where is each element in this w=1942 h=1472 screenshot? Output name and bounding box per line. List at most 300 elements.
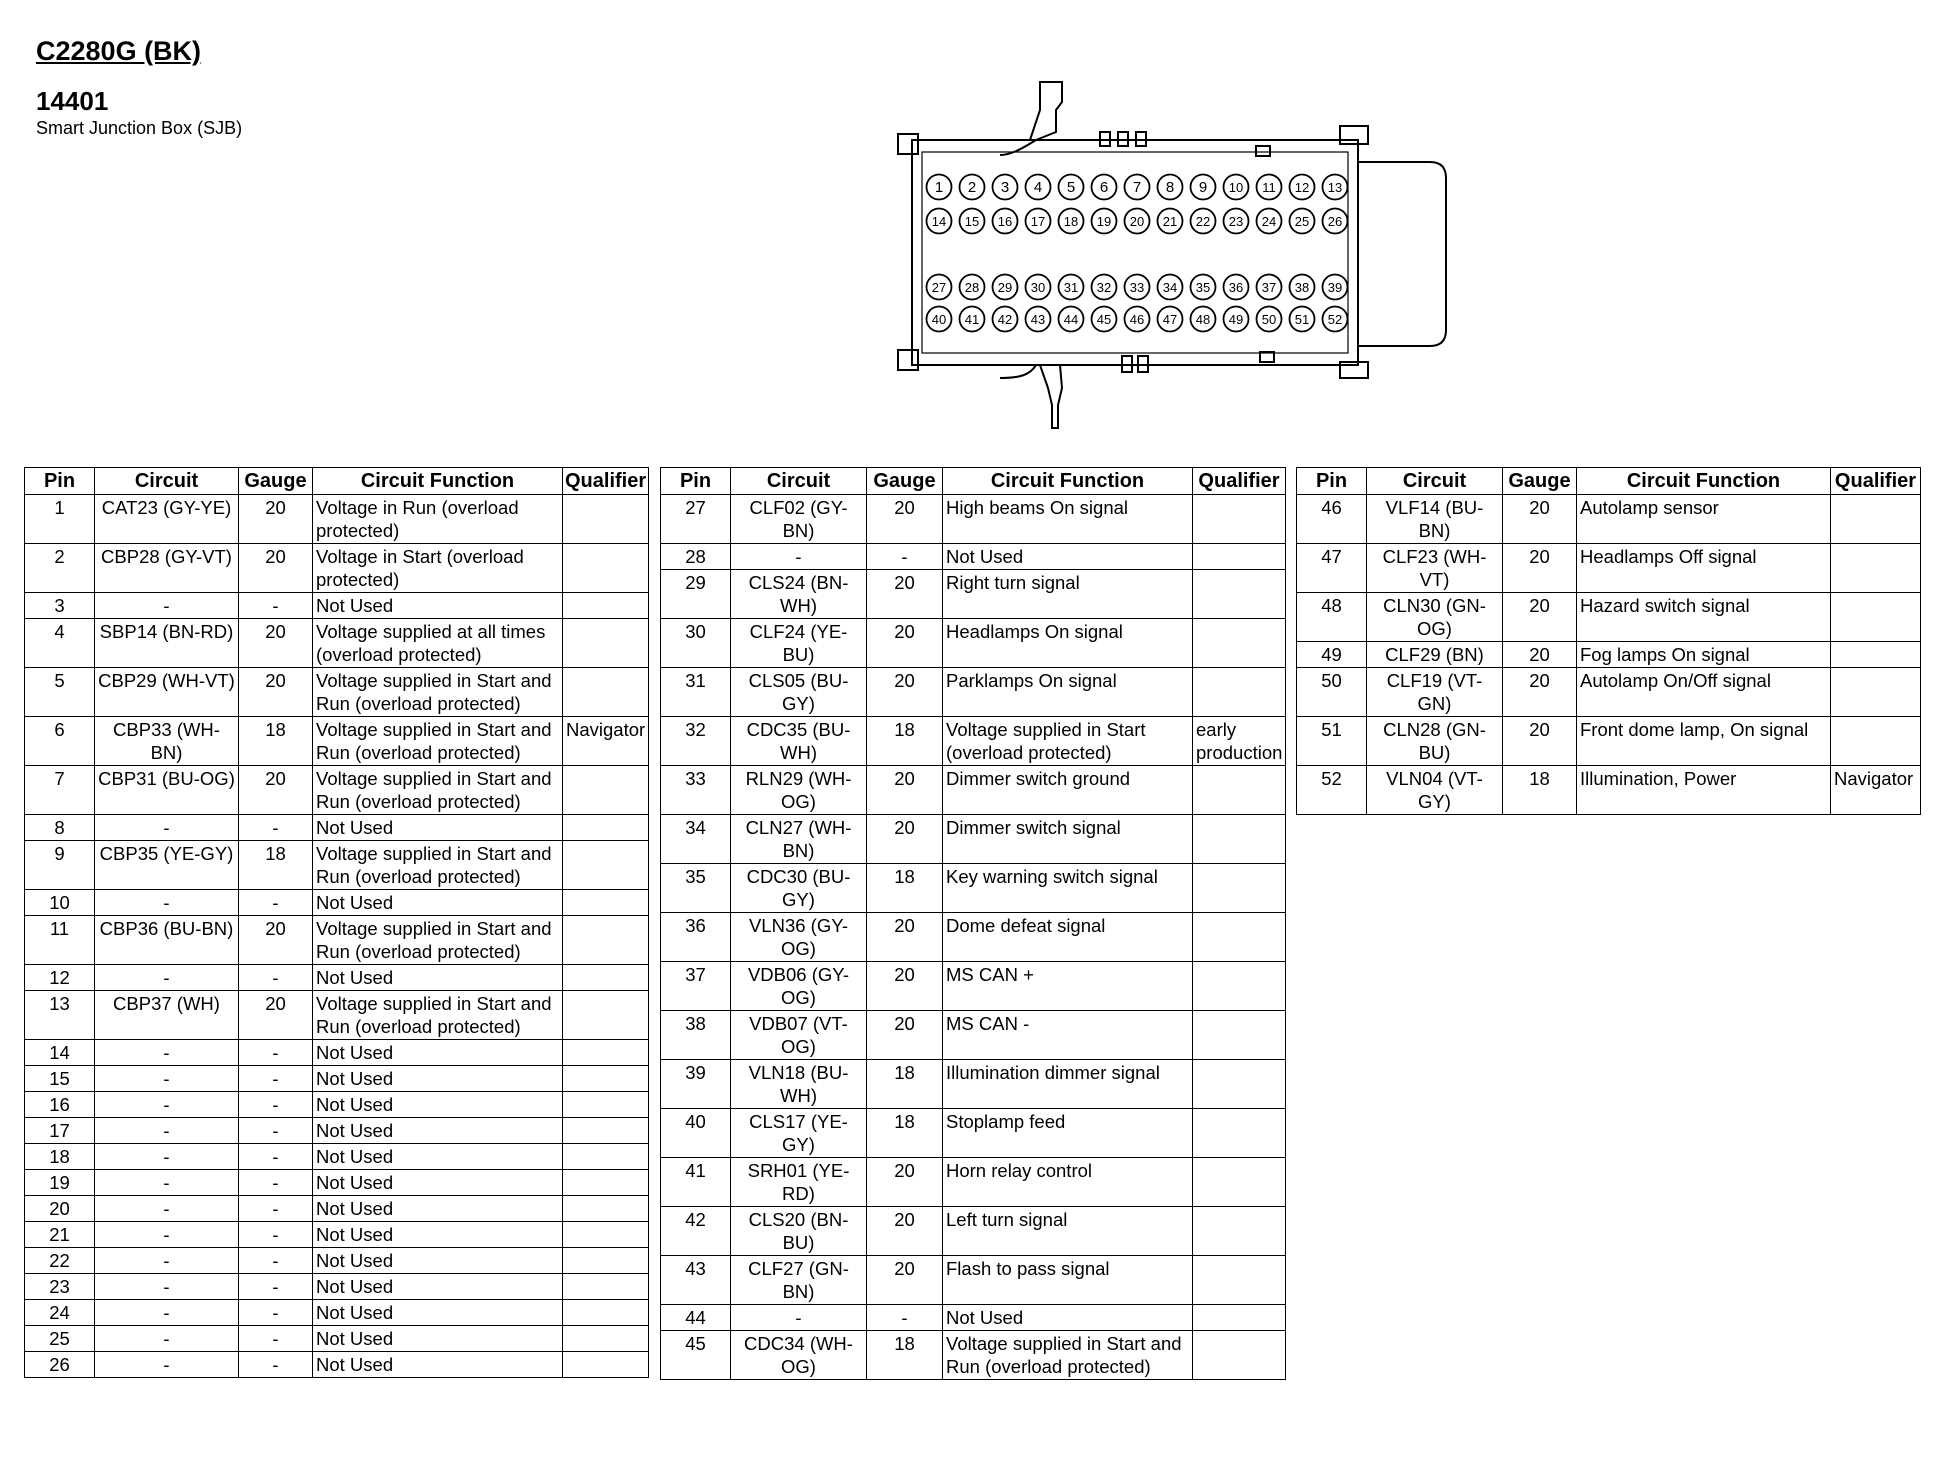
qualifier-cell — [563, 1092, 649, 1118]
qualifier-cell — [563, 1196, 649, 1222]
pin-number-cell: 23 — [25, 1274, 95, 1300]
circuit-function-cell: Key warning switch signal — [943, 864, 1193, 913]
circuit-code-cell: - — [95, 1092, 239, 1118]
pin-cavity — [1092, 275, 1117, 300]
wire-gauge-cell: 20 — [867, 1207, 943, 1256]
pin-cavity — [1191, 275, 1216, 300]
pin-label: 36 — [1228, 280, 1244, 295]
col-header-circuit: Circuit — [95, 468, 239, 495]
wire-gauge-cell: 20 — [239, 495, 313, 544]
circuit-code-cell: CBP35 (YE-GY) — [95, 841, 239, 890]
pin-number-cell: 47 — [1297, 544, 1367, 593]
pin-cavity — [1191, 175, 1216, 200]
pin-label: 11 — [1262, 180, 1276, 195]
pin-cavity — [993, 209, 1018, 234]
pin-cavity — [1323, 209, 1348, 234]
pin-cavity — [960, 307, 985, 332]
part-number: 14401 — [36, 86, 109, 116]
pin-cavity — [1257, 175, 1282, 200]
pin-number-cell: 41 — [661, 1158, 731, 1207]
circuit-function-cell: Voltage supplied in Start and Run (overload protected) — [943, 1331, 1193, 1380]
qualifier-cell — [563, 1326, 649, 1352]
pin-cavity — [1323, 275, 1348, 300]
table-row — [25, 717, 649, 766]
qualifier-cell — [1193, 544, 1286, 570]
pin-cavity — [1059, 209, 1084, 234]
pin-cavity — [1125, 275, 1150, 300]
qualifier-cell — [563, 1170, 649, 1196]
circuit-code-cell: CLS20 (BN-BU) — [731, 1207, 867, 1256]
circuit-code-cell: - — [95, 1352, 239, 1378]
pin-cavity — [1158, 175, 1183, 200]
col-header-gauge: Gauge — [239, 468, 313, 495]
wire-gauge-cell: - — [867, 1305, 943, 1331]
circuit-function-cell: Dimmer switch ground — [943, 766, 1193, 815]
left-notch-top — [898, 134, 918, 154]
table-row — [661, 864, 1286, 913]
pin-number-cell: 11 — [25, 916, 95, 965]
pin-cavity — [1026, 307, 1051, 332]
pin-table-3 — [1296, 467, 1921, 815]
pin-number-cell: 20 — [25, 1196, 95, 1222]
pin-label: 38 — [1294, 280, 1310, 295]
pin-number-cell: 50 — [1297, 668, 1367, 717]
wire-gauge-cell: - — [239, 1248, 313, 1274]
top-latch-curve — [1000, 140, 1036, 155]
circuit-function-cell: Voltage supplied at all times (overload protected) — [313, 619, 563, 668]
circuit-code-cell: - — [95, 1222, 239, 1248]
circuit-code-cell: - — [731, 544, 867, 570]
qualifier-cell — [1193, 1207, 1286, 1256]
table-row — [661, 1011, 1286, 1060]
circuit-function-cell: Voltage in Run (overload protected) — [313, 495, 563, 544]
pin-label: 15 — [964, 214, 980, 229]
circuit-code-cell: - — [95, 1040, 239, 1066]
pin-label: 6 — [1099, 179, 1109, 196]
pin-cavity — [1224, 175, 1249, 200]
qualifier-cell — [563, 495, 649, 544]
wire-gauge-cell: 20 — [867, 766, 943, 815]
circuit-function-cell: Autolamp sensor — [1577, 495, 1831, 544]
qualifier-cell — [563, 1222, 649, 1248]
pin-cavity — [1059, 175, 1084, 200]
circuit-code-cell: VDB06 (GY-OG) — [731, 962, 867, 1011]
wire-gauge-cell: 20 — [1503, 593, 1577, 642]
circuit-function-cell: Not Used — [313, 1352, 563, 1378]
circuit-code-cell: CBP28 (GY-VT) — [95, 544, 239, 593]
pin-label: 44 — [1063, 312, 1079, 327]
wire-gauge-cell: 20 — [239, 766, 313, 815]
wire-gauge-cell: 20 — [239, 544, 313, 593]
wire-gauge-cell: - — [239, 1274, 313, 1300]
circuit-code-cell: - — [95, 815, 239, 841]
table-row — [661, 495, 1286, 544]
circuit-code-cell: VLF14 (BU-BN) — [1367, 495, 1503, 544]
circuit-function-cell: Headlamps On signal — [943, 619, 1193, 668]
table-row — [1297, 642, 1921, 668]
pin-number-cell: 45 — [661, 1331, 731, 1380]
wire-gauge-cell: 20 — [239, 916, 313, 965]
qualifier-cell — [1193, 570, 1286, 619]
table-row — [661, 570, 1286, 619]
pin-number-cell: 18 — [25, 1144, 95, 1170]
circuit-function-cell: Dome defeat signal — [943, 913, 1193, 962]
pin-cavity — [1323, 307, 1348, 332]
pin-cavity — [1224, 275, 1249, 300]
pin-number-cell: 40 — [661, 1109, 731, 1158]
pin-label: 19 — [1096, 214, 1112, 229]
table-row — [25, 1248, 649, 1274]
circuit-code-cell: CBP31 (BU-OG) — [95, 766, 239, 815]
pin-label: 26 — [1327, 214, 1343, 229]
circuit-code-cell: - — [95, 1248, 239, 1274]
col-header-circuit: Circuit — [1367, 468, 1503, 495]
pin-cavities — [927, 175, 1348, 332]
wire-gauge-cell: 18 — [867, 1331, 943, 1380]
pin-number-cell: 10 — [25, 890, 95, 916]
circuit-code-cell: CLF02 (GY-BN) — [731, 495, 867, 544]
qualifier-cell — [563, 1248, 649, 1274]
pin-cavity — [927, 175, 952, 200]
circuit-function-cell: Hazard switch signal — [1577, 593, 1831, 642]
pin-number-cell: 21 — [25, 1222, 95, 1248]
pin-label: 51 — [1294, 312, 1310, 327]
qualifier-cell — [563, 593, 649, 619]
pin-label: 12 — [1294, 180, 1310, 195]
qualifier-cell — [563, 619, 649, 668]
circuit-code-cell: CBP37 (WH) — [95, 991, 239, 1040]
wire-gauge-cell: 20 — [1503, 642, 1577, 668]
circuit-function-cell: Not Used — [313, 1040, 563, 1066]
table-row — [25, 815, 649, 841]
circuit-function-cell: Fog lamps On signal — [1577, 642, 1831, 668]
circuit-function-cell: Headlamps Off signal — [1577, 544, 1831, 593]
circuit-code-cell: CLN27 (WH-BN) — [731, 815, 867, 864]
pin-cavity — [1092, 175, 1117, 200]
circuit-function-cell: Not Used — [313, 593, 563, 619]
circuit-function-cell: Not Used — [313, 1196, 563, 1222]
pin-cavity — [1026, 275, 1051, 300]
pin-cavity — [1257, 275, 1282, 300]
pin-label: 28 — [964, 280, 980, 295]
circuit-function-cell: Voltage supplied in Start and Run (overload protected) — [313, 916, 563, 965]
circuit-code-cell: CLF29 (BN) — [1367, 642, 1503, 668]
pin-label: 39 — [1327, 280, 1343, 295]
circuit-code-cell: - — [731, 1305, 867, 1331]
qualifier-cell — [1831, 544, 1921, 593]
qualifier-cell — [563, 1144, 649, 1170]
table-row — [25, 1352, 649, 1378]
circuit-function-cell: Not Used — [313, 1144, 563, 1170]
qualifier-cell — [1193, 1256, 1286, 1305]
circuit-code-cell: CLF24 (YE-BU) — [731, 619, 867, 668]
table-row — [661, 1256, 1286, 1305]
qualifier-cell — [1193, 962, 1286, 1011]
table-row — [661, 1109, 1286, 1158]
wire-gauge-cell: - — [239, 1352, 313, 1378]
table-row — [25, 766, 649, 815]
circuit-function-cell: Not Used — [313, 1300, 563, 1326]
wire-gauge-cell: 20 — [239, 619, 313, 668]
qualifier-cell — [1831, 495, 1921, 544]
qualifier-cell — [1193, 619, 1286, 668]
table-row — [661, 815, 1286, 864]
wire-gauge-cell: 18 — [867, 717, 943, 766]
pin-cavity — [960, 175, 985, 200]
circuit-function-cell: MS CAN - — [943, 1011, 1193, 1060]
circuit-code-cell: SBP14 (BN-RD) — [95, 619, 239, 668]
wire-gauge-cell: - — [239, 1144, 313, 1170]
circuit-function-cell: Flash to pass signal — [943, 1256, 1193, 1305]
table-row — [1297, 668, 1921, 717]
table-header-row — [25, 468, 649, 495]
qualifier-cell — [1193, 1331, 1286, 1380]
pin-label: 14 — [931, 214, 947, 229]
pin-cavity — [1323, 175, 1348, 200]
pin-number-cell: 1 — [25, 495, 95, 544]
wire-gauge-cell: 20 — [867, 962, 943, 1011]
table-row — [25, 1040, 649, 1066]
pin-label: 5 — [1066, 179, 1076, 196]
pin-number-cell: 24 — [25, 1300, 95, 1326]
pin-number-cell: 5 — [25, 668, 95, 717]
pin-number-cell: 49 — [1297, 642, 1367, 668]
pin-cavity — [1026, 209, 1051, 234]
qualifier-cell — [1831, 668, 1921, 717]
circuit-function-cell: Voltage supplied in Start and Run (overload protected) — [313, 991, 563, 1040]
pin-label: 8 — [1165, 179, 1175, 196]
table-row — [661, 1305, 1286, 1331]
pin-number-cell: 36 — [661, 913, 731, 962]
pin-number-cell: 43 — [661, 1256, 731, 1305]
pin-number-cell: 31 — [661, 668, 731, 717]
col-header-gauge: Gauge — [867, 468, 943, 495]
qualifier-cell — [563, 841, 649, 890]
qualifier-cell — [563, 1040, 649, 1066]
pin-label: 4 — [1033, 179, 1043, 196]
circuit-code-cell: - — [95, 1326, 239, 1352]
col-header-pin: Pin — [25, 468, 95, 495]
pin-cavity — [927, 209, 952, 234]
pin-number-cell: 2 — [25, 544, 95, 593]
circuit-code-cell: CDC34 (WH-OG) — [731, 1331, 867, 1380]
pin-cavity — [1290, 275, 1315, 300]
bottom-latch-curve — [1000, 365, 1036, 378]
table-row — [25, 1196, 649, 1222]
col-header-function: Circuit Function — [943, 468, 1193, 495]
table-row — [25, 841, 649, 890]
wire-gauge-cell: 18 — [867, 1060, 943, 1109]
pin-cavity — [1059, 307, 1084, 332]
circuit-code-cell: CLF19 (VT-GN) — [1367, 668, 1503, 717]
pin-number-cell: 42 — [661, 1207, 731, 1256]
qualifier-cell — [563, 1352, 649, 1378]
circuit-function-cell: Not Used — [313, 1118, 563, 1144]
wire-gauge-cell: - — [239, 815, 313, 841]
pin-label: 22 — [1195, 214, 1211, 229]
table-row — [25, 1144, 649, 1170]
pin-label: 37 — [1261, 280, 1277, 295]
circuit-code-cell: - — [95, 1274, 239, 1300]
pin-number-cell: 22 — [25, 1248, 95, 1274]
table-row — [25, 495, 649, 544]
pin-label: 2 — [967, 179, 977, 196]
pin-label: 52 — [1327, 312, 1343, 327]
pin-label: 40 — [931, 312, 947, 327]
circuit-code-cell: CLN30 (GN-OG) — [1367, 593, 1503, 642]
circuit-function-cell: Stoplamp feed — [943, 1109, 1193, 1158]
pin-label: 3 — [1000, 179, 1010, 196]
pin-cavity — [927, 307, 952, 332]
wire-gauge-cell: 18 — [867, 1109, 943, 1158]
circuit-function-cell: Not Used — [943, 1305, 1193, 1331]
wire-gauge-cell: - — [239, 1040, 313, 1066]
circuit-code-cell: - — [95, 1300, 239, 1326]
pin-number-cell: 25 — [25, 1326, 95, 1352]
circuit-code-cell: VLN04 (VT-GY) — [1367, 766, 1503, 815]
wire-gauge-cell: 20 — [239, 668, 313, 717]
pin-cavity — [993, 275, 1018, 300]
table-row — [661, 913, 1286, 962]
wire-gauge-cell: 20 — [867, 668, 943, 717]
table-row — [25, 991, 649, 1040]
circuit-code-cell: RLN29 (WH-OG) — [731, 766, 867, 815]
circuit-function-cell: Left turn signal — [943, 1207, 1193, 1256]
pin-label: 30 — [1030, 280, 1046, 295]
pin-number-cell: 30 — [661, 619, 731, 668]
circuit-code-cell: - — [95, 1144, 239, 1170]
top-latch — [1030, 82, 1062, 140]
table-row — [25, 1118, 649, 1144]
circuit-function-cell: Parklamps On signal — [943, 668, 1193, 717]
pin-label: 13 — [1327, 180, 1343, 195]
pin-cavity — [993, 307, 1018, 332]
pin-cavity — [1026, 175, 1051, 200]
circuit-code-cell: SRH01 (YE-RD) — [731, 1158, 867, 1207]
pin-label: 25 — [1294, 214, 1310, 229]
pin-cavity — [927, 275, 952, 300]
qualifier-cell — [1193, 1011, 1286, 1060]
table-row — [25, 1326, 649, 1352]
circuit-code-cell: - — [95, 1170, 239, 1196]
circuit-code-cell: CLF27 (GN-BN) — [731, 1256, 867, 1305]
wire-gauge-cell: - — [239, 890, 313, 916]
col-header-function: Circuit Function — [1577, 468, 1831, 495]
wire-gauge-cell: 20 — [867, 1256, 943, 1305]
circuit-function-cell: Not Used — [313, 1066, 563, 1092]
circuit-code-cell: - — [95, 1066, 239, 1092]
circuit-function-cell: Dimmer switch signal — [943, 815, 1193, 864]
table-row — [25, 619, 649, 668]
wire-gauge-cell: 20 — [867, 913, 943, 962]
pin-label: 47 — [1162, 312, 1178, 327]
pin-label: 10 — [1228, 180, 1244, 195]
pin-cavity — [1125, 307, 1150, 332]
pin-label: 23 — [1228, 214, 1244, 229]
circuit-function-cell: High beams On signal — [943, 495, 1193, 544]
pin-table-2 — [660, 467, 1286, 1380]
bottom-latch — [1040, 365, 1062, 428]
wire-gauge-cell: 20 — [867, 815, 943, 864]
pin-number-cell: 4 — [25, 619, 95, 668]
pin-cavity — [1290, 307, 1315, 332]
wire-gauge-cell: 20 — [1503, 717, 1577, 766]
circuit-function-cell: Not Used — [313, 1170, 563, 1196]
pin-number-cell: 16 — [25, 1092, 95, 1118]
pin-number-cell: 13 — [25, 991, 95, 1040]
table-row — [25, 1092, 649, 1118]
table-row — [661, 1158, 1286, 1207]
pin-cavity — [1257, 307, 1282, 332]
pin-number-cell: 44 — [661, 1305, 731, 1331]
table-row — [25, 890, 649, 916]
left-notch-bottom — [898, 350, 918, 370]
wire-gauge-cell: 20 — [1503, 668, 1577, 717]
qualifier-cell — [563, 1066, 649, 1092]
col-header-qualifier: Qualifier — [563, 468, 649, 495]
circuit-code-cell: CBP36 (BU-BN) — [95, 916, 239, 965]
circuit-code-cell: CLS24 (BN-WH) — [731, 570, 867, 619]
circuit-function-cell: Front dome lamp, On signal — [1577, 717, 1831, 766]
pin-cavity — [1290, 175, 1315, 200]
circuit-function-cell: Not Used — [313, 965, 563, 991]
wire-gauge-cell: 20 — [1503, 544, 1577, 593]
pin-number-cell: 3 — [25, 593, 95, 619]
top-ridge-5 — [1340, 126, 1368, 144]
circuit-function-cell: MS CAN + — [943, 962, 1193, 1011]
pin-number-cell: 12 — [25, 965, 95, 991]
table-row — [1297, 593, 1921, 642]
qualifier-cell — [563, 890, 649, 916]
wire-gauge-cell: 20 — [239, 991, 313, 1040]
wire-gauge-cell: - — [239, 1066, 313, 1092]
circuit-code-cell: VLN18 (BU-WH) — [731, 1060, 867, 1109]
wire-gauge-cell: - — [239, 1326, 313, 1352]
qualifier-cell — [1193, 495, 1286, 544]
circuit-code-cell: CDC30 (BU-GY) — [731, 864, 867, 913]
qualifier-cell — [1193, 1158, 1286, 1207]
top-ridge-4 — [1256, 146, 1270, 156]
pin-number-cell: 48 — [1297, 593, 1367, 642]
wire-gauge-cell: 20 — [867, 495, 943, 544]
table-row — [661, 668, 1286, 717]
circuit-function-cell: Voltage supplied in Start and Run (overload protected) — [313, 668, 563, 717]
pin-label: 35 — [1195, 280, 1211, 295]
pin-number-cell: 28 — [661, 544, 731, 570]
pin-table-1 — [24, 467, 649, 1378]
qualifier-cell — [563, 766, 649, 815]
circuit-code-cell: CAT23 (GY-YE) — [95, 495, 239, 544]
qualifier-cell — [563, 815, 649, 841]
circuit-function-cell: Not Used — [943, 544, 1193, 570]
qualifier-cell — [563, 1274, 649, 1300]
col-header-function: Circuit Function — [313, 468, 563, 495]
wire-gauge-cell: 20 — [867, 1158, 943, 1207]
table-row — [25, 593, 649, 619]
wire-gauge-cell: - — [239, 1196, 313, 1222]
wire-gauge-cell: 18 — [239, 841, 313, 890]
pin-label: 32 — [1096, 280, 1112, 295]
table-row — [661, 962, 1286, 1011]
pin-cavity — [1092, 209, 1117, 234]
col-header-qualifier: Qualifier — [1831, 468, 1921, 495]
qualifier-cell: Navigator — [563, 717, 649, 766]
table-header-row — [1297, 468, 1921, 495]
pin-number-cell: 52 — [1297, 766, 1367, 815]
pin-number-cell: 26 — [25, 1352, 95, 1378]
pin-label: 33 — [1129, 280, 1145, 295]
circuit-function-cell: Voltage supplied in Start (overload protected) — [943, 717, 1193, 766]
